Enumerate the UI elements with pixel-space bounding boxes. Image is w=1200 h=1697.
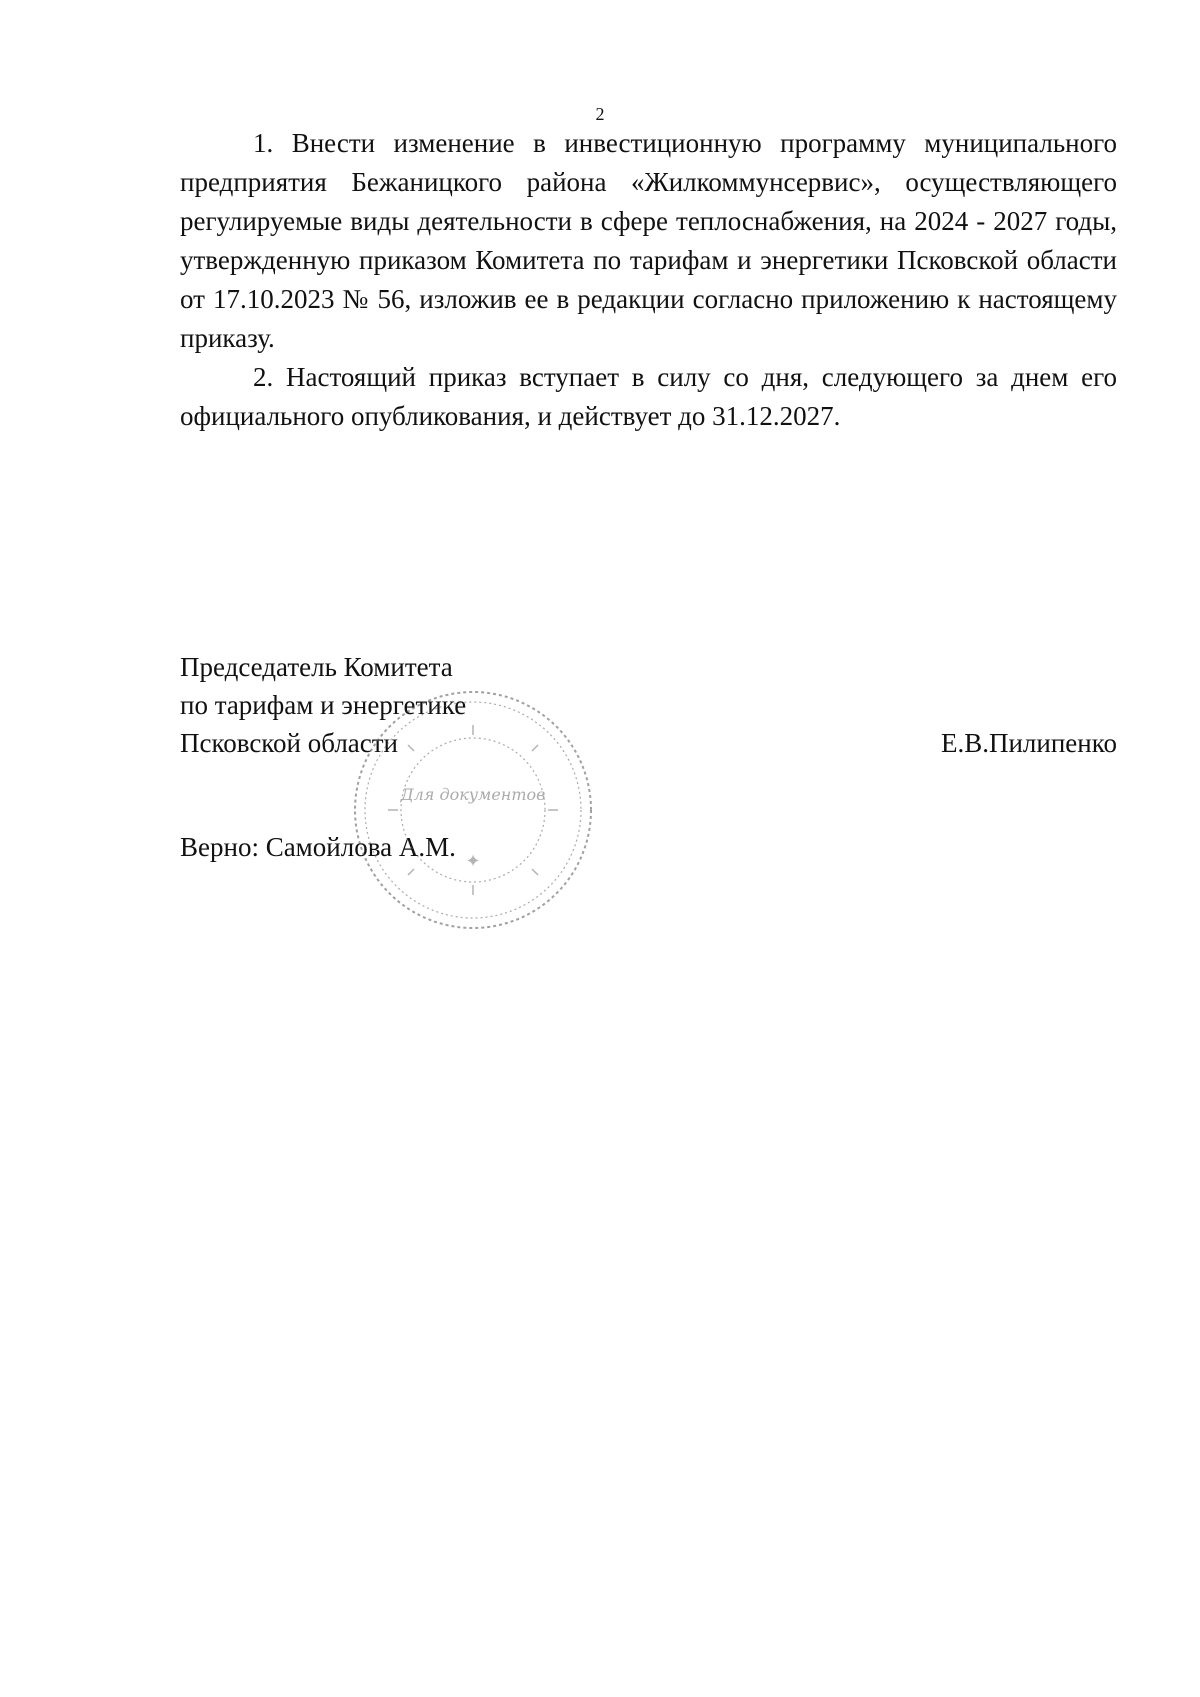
order-body xyxy=(180,124,1117,436)
paragraph-2: 2. Настоящий приказ вступает в силу со дня, следующего за днем его официального опубликования, и действует до 31.12.2027. xyxy=(180,362,1117,431)
stamp-center-text: Для документов xyxy=(400,785,546,804)
signer-position-line-3: Псковской области xyxy=(180,728,399,758)
signer-name: Е.В.Пилипенко xyxy=(940,728,1117,758)
signer-position-line-1: Председатель Комитета xyxy=(180,652,453,682)
svg-text:✦: ✦ xyxy=(465,851,481,872)
signer-position-line-2: по тарифам и энергетике xyxy=(180,690,467,720)
paragraph-1: 1. Внести изменение в инвестиционную программу муниципального предприятия Бежаницкого района «Жилкоммунсервис», осуществляющего регулируемые виды деятельности в сфере теплоснабжения, на 2024 - 2027 годы, утвержденную приказом Комитета по тарифам и энергетики Псковской области от 17.10.2023 № 56, изложив ее в редакции согласно приложению к настоящему приказу. xyxy=(180,128,1117,353)
official-stamp-icon xyxy=(348,685,598,935)
page-number: 2 xyxy=(595,104,605,124)
verification-note: Верно: Самойлова А.М. xyxy=(180,832,456,862)
